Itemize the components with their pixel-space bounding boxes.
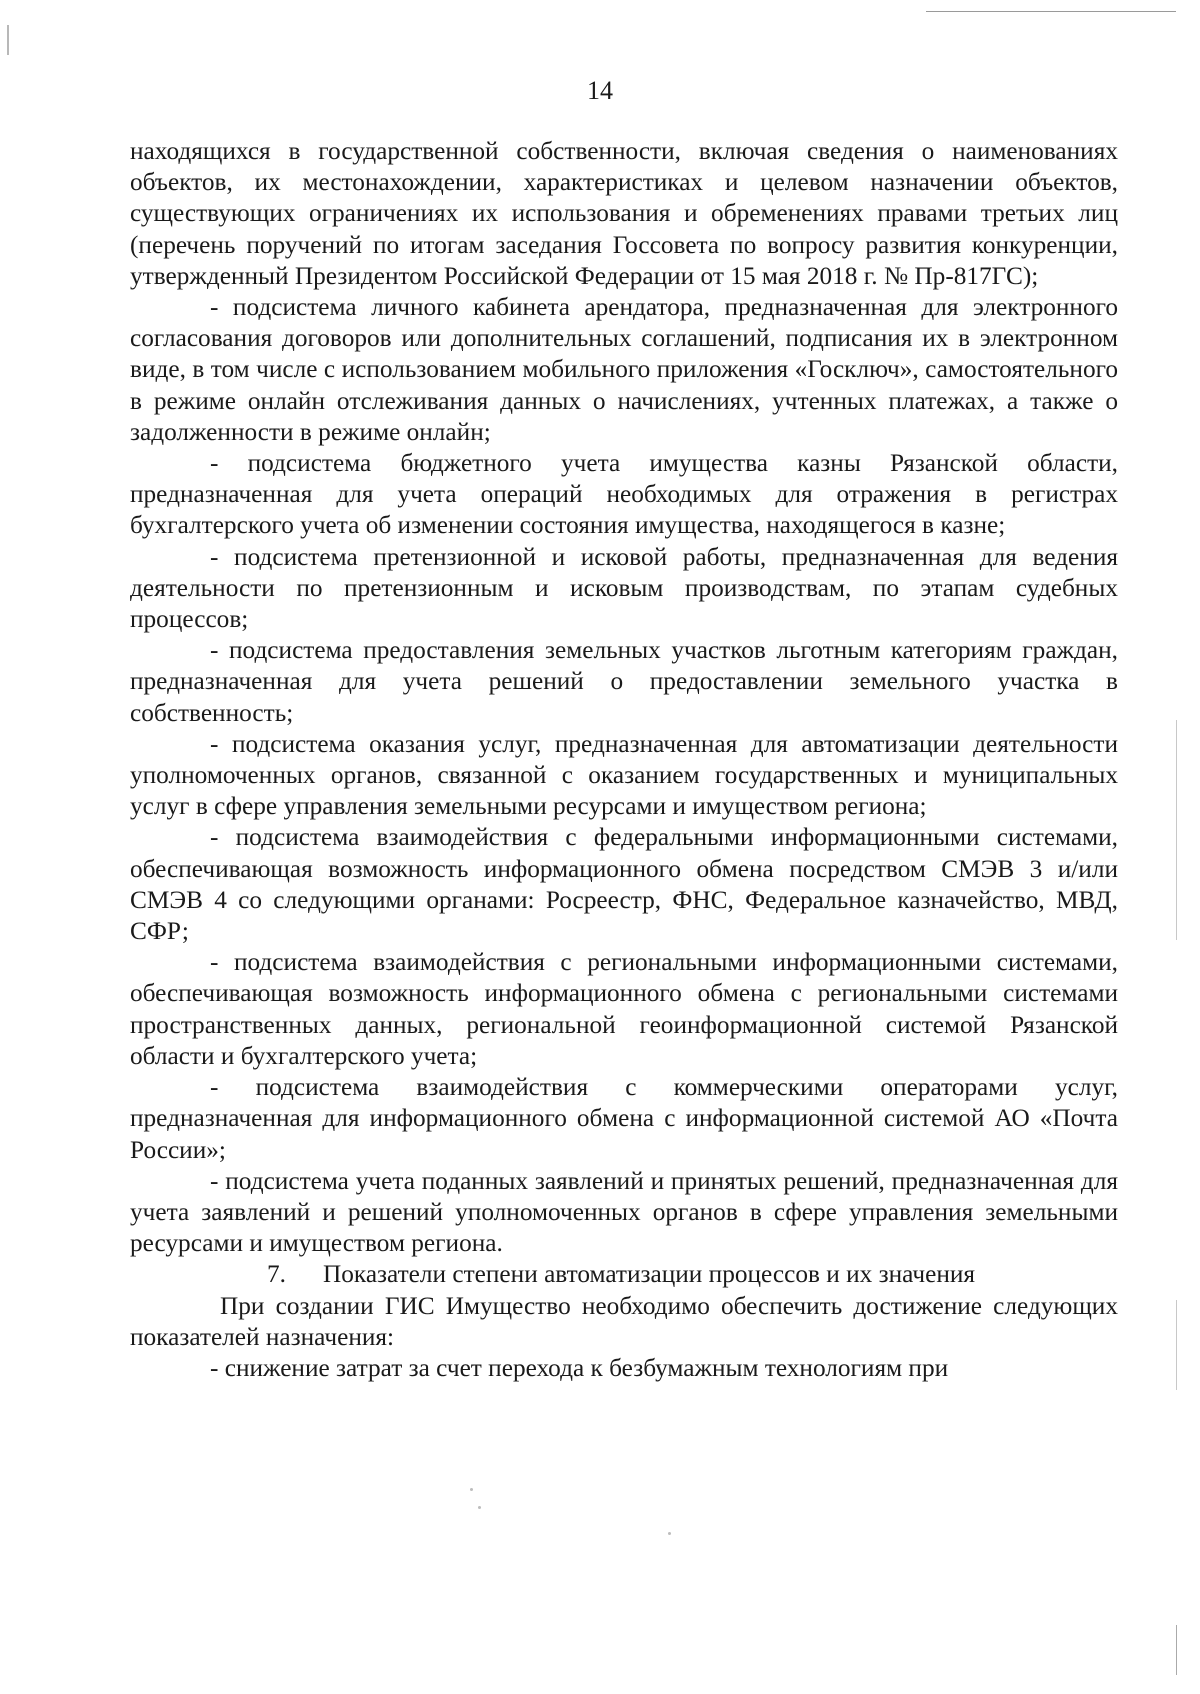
scan-mark-right (1176, 1300, 1177, 1390)
list-item: - подсистема предоставления земельных участков льготным категориям граждан, предназначенная для учета решений о предоставлении земельного участка в собственность; (130, 636, 1118, 727)
list-item: - подсистема взаимодействия с коммерческими операторами услуг, предназначенная для информационного обмена с информационной системой АО «Почта России»; (130, 1073, 1118, 1164)
paragraph: При создании ГИС Имущество необходимо обеспечить достижение следующих показателей назначения: (130, 1291, 1118, 1351)
scan-mark-right (1176, 1625, 1177, 1675)
scan-mark-right (1176, 720, 1177, 940)
list-item: - снижение затрат за счет перехода к безбумажным технологиям при (210, 1353, 949, 1382)
document-body (130, 136, 1118, 1384)
page-number: 14 (587, 76, 613, 105)
list-item: - подсистема учета поданных заявлений и принятых решений, предназначенная для учета заявлений и решений уполномоченных органов в сфере управления земельными ресурсами и имуществом региона. (130, 1166, 1118, 1258)
section-title: Показатели степени автоматизации процессов и их значения (323, 1260, 976, 1289)
section-number: 7. (267, 1260, 286, 1289)
list-item: - подсистема личного кабинета арендатора, предназначенная для электронного согласования договоров или дополнительных соглашений, подписания их в электронном виде, в том числе с использованием мобильного приложения «Госключ», самостоятельного в режиме онлайн отслеживания данных о начислениях, учтенных платежах, а также о задолженности в режиме онлайн; (130, 293, 1118, 446)
list-item: - подсистема взаимодействия с региональными информационными системами, обеспечивающая возможность информационного обмена с региональными системами пространственных данных, региональной геоинформационной системой Рязанской области и бухгалтерского учета; (130, 948, 1118, 1070)
scan-speck (478, 1506, 481, 1509)
paragraph: находящихся в государственной собственности, включая сведения о наименованиях объектов, их местонахождении, характеристиках и целевом назначении объектов, существующих ограничениях их использования и обременениях правами третьих лиц (перечень поручений по итогам заседания Госсовета по вопросу развития конкуренции, утвержденный Президентом Российской Федерации от 15 мая 2018 г. № Пр-817ГС); (130, 137, 1118, 290)
scan-speck (668, 1532, 671, 1535)
scan-line-top (926, 11, 1176, 12)
list-item: - подсистема оказания услуг, предназначенная для автоматизации деятельности уполномоченных органов, связанной с оказанием государственных и муниципальных услуг в сфере управления земельными ресурсами и имуществом региона; (130, 729, 1118, 821)
list-item: - подсистема взаимодействия с федеральными информационными системами, обеспечивающая возможность информационного обмена посредством СМЭВ 3 и/или СМЭВ 4 со следующими органами: Росреестр, ФНС, Федеральное казначейство, МВД, СФР; (130, 823, 1118, 946)
scan-speck (470, 1488, 473, 1491)
list-item: - подсистема претензионной и исковой работы, предназначенная для ведения деятельности по претензионным и исковым производствам, по этапам судебных процессов; (130, 542, 1118, 634)
list-item: - подсистема бюджетного учета имущества казны Рязанской области, предназначенная для учета операций необходимых для отражения в регистрах бухгалтерского учета об изменении состояния имущества, находящегося в казне; (130, 449, 1118, 540)
section-heading (130, 1259, 1118, 1290)
scan-mark-left (7, 25, 9, 55)
